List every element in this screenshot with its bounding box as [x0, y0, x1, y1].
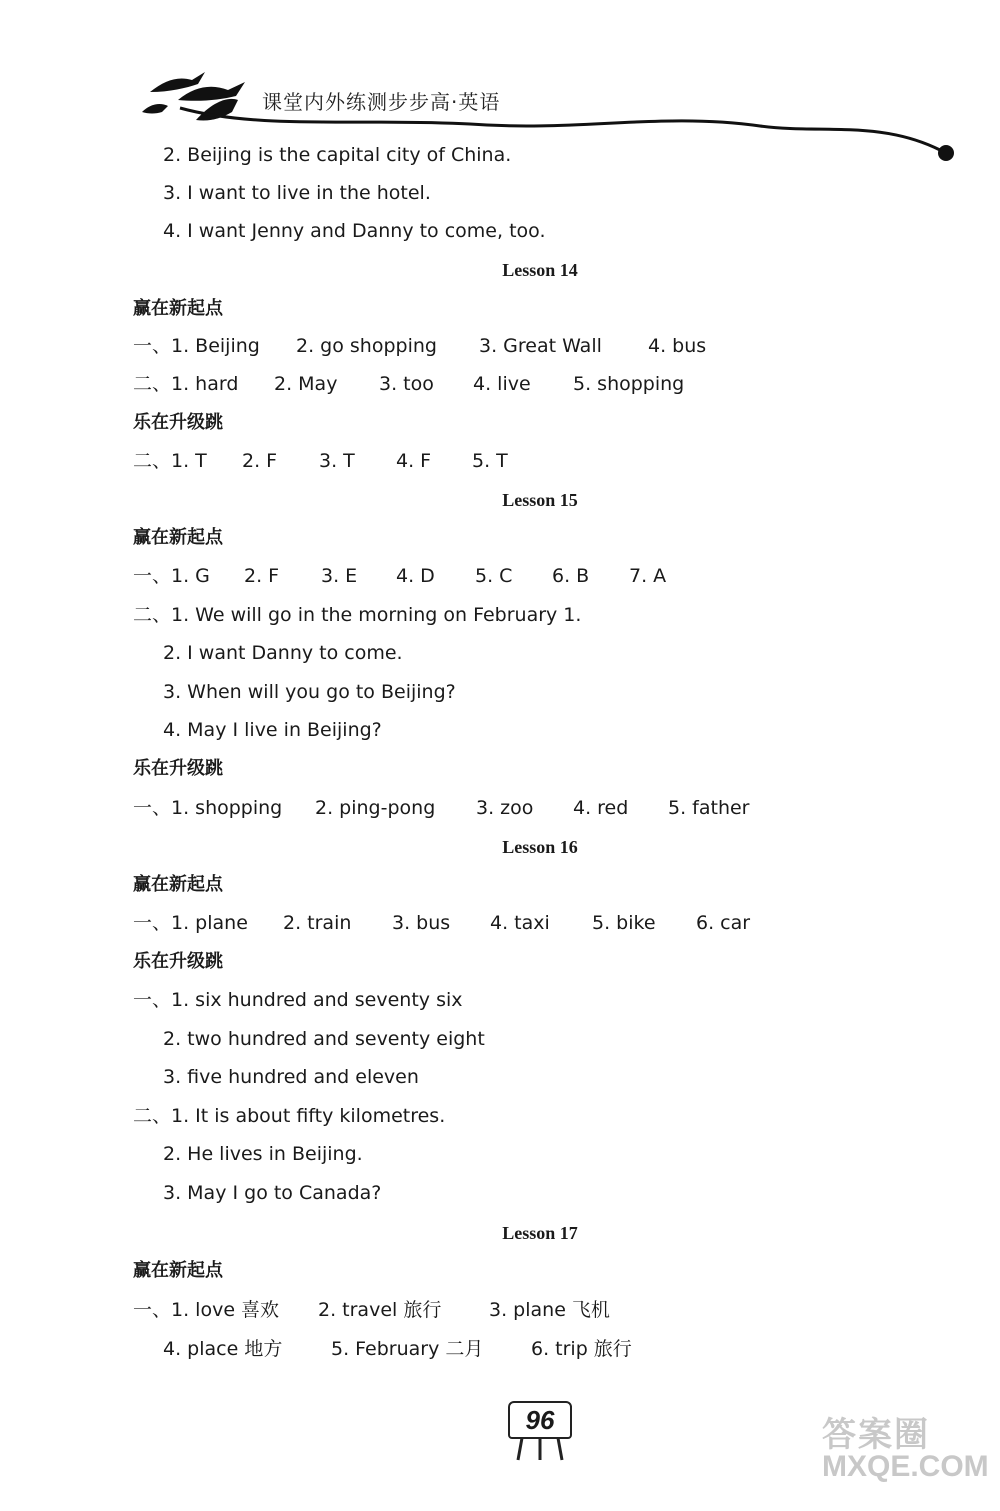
- answer-row: 4. place 地方 5. February 二月 6. trip 旅行: [163, 1338, 632, 1360]
- section-heading: 赢在新起点: [133, 1260, 223, 1281]
- lesson-title: Lesson 14: [502, 260, 578, 280]
- answer-row: 一、1. Beijing 2. go shopping 3. Great Wall 4. bus: [133, 335, 707, 357]
- answer-row: 二、1. hard 2. May 3. too 4. live 5. shopping: [133, 373, 685, 395]
- section-heading: 乐在升级跳: [133, 951, 223, 972]
- answer-row: 一、1. plane 2. train 3. bus 4. taxi 5. bike 6. car: [133, 912, 751, 934]
- lesson-title: Lesson 15: [502, 490, 578, 510]
- lesson-title: Lesson 17: [502, 1223, 578, 1243]
- watermark: 答案圈 MXQE.COM: [822, 1415, 989, 1483]
- section-heading: 乐在升级跳: [133, 758, 223, 779]
- page-number: 96: [508, 1401, 572, 1439]
- answer-row: 二、1. T 2. F 3. T 4. F 5. T: [133, 450, 508, 472]
- answer-row: 一、1. love 喜欢 2. travel 旅行 3. plane 飞机: [133, 1299, 610, 1321]
- answer-row: 一、1. shopping 2. ping-pong 3. zoo 4. red 5. father: [133, 797, 750, 819]
- answer-row: 一、1. G 2. F 3. E 4. D 5. C 6. B 7. A: [133, 565, 667, 587]
- section-heading: 赢在新起点: [133, 874, 223, 895]
- lesson-title: Lesson 16: [502, 837, 578, 857]
- header-title: 课堂内外练测步步高·英语: [262, 90, 501, 114]
- section-heading: 乐在升级跳: [133, 412, 223, 433]
- section-heading: 赢在新起点: [133, 527, 223, 548]
- page-number-stand-icon: [510, 1438, 570, 1462]
- section-heading: 赢在新起点: [133, 298, 223, 319]
